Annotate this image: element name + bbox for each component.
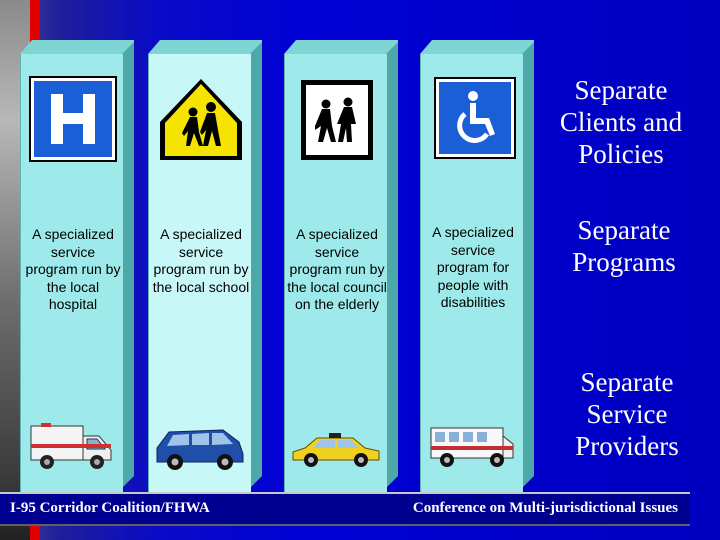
pillar-hospital — [20, 40, 134, 500]
label-separate-clients: Separate Clients and Policies — [559, 75, 683, 169]
label-separate-providers: Separate Service Providers — [575, 367, 679, 461]
label-separate-programs: Separate Programs — [572, 215, 676, 277]
footer-bar — [0, 492, 690, 526]
pillar-description: A specialized service program for people with disabilities — [432, 224, 514, 310]
pillar-school — [148, 40, 262, 500]
footer-right-text: Conference on Multi-jurisdictional Issues — [412, 500, 678, 516]
minivan-icon — [153, 418, 247, 474]
pillar-description: A specialized service program run by the local council on the elderly — [287, 226, 387, 312]
taxi-icon — [289, 418, 383, 474]
footer-left-text: I-95 Corridor Coalition/FHWA — [10, 500, 210, 516]
pillar-elderly — [284, 40, 398, 500]
pillar-description: A specialized service program run by the local hospital — [25, 226, 121, 312]
school-crossing-sign-icon — [157, 76, 245, 162]
ambulance-icon — [25, 418, 119, 474]
paratransit-bus-icon — [425, 418, 519, 474]
pillar-disabilities — [420, 40, 534, 500]
elderly-crossing-sign-icon — [293, 76, 381, 162]
wheelchair-accessible-sign-icon — [429, 76, 517, 162]
hospital-sign-icon — [29, 76, 117, 162]
pillar-description: A specialized service program run by the local school — [152, 226, 250, 295]
